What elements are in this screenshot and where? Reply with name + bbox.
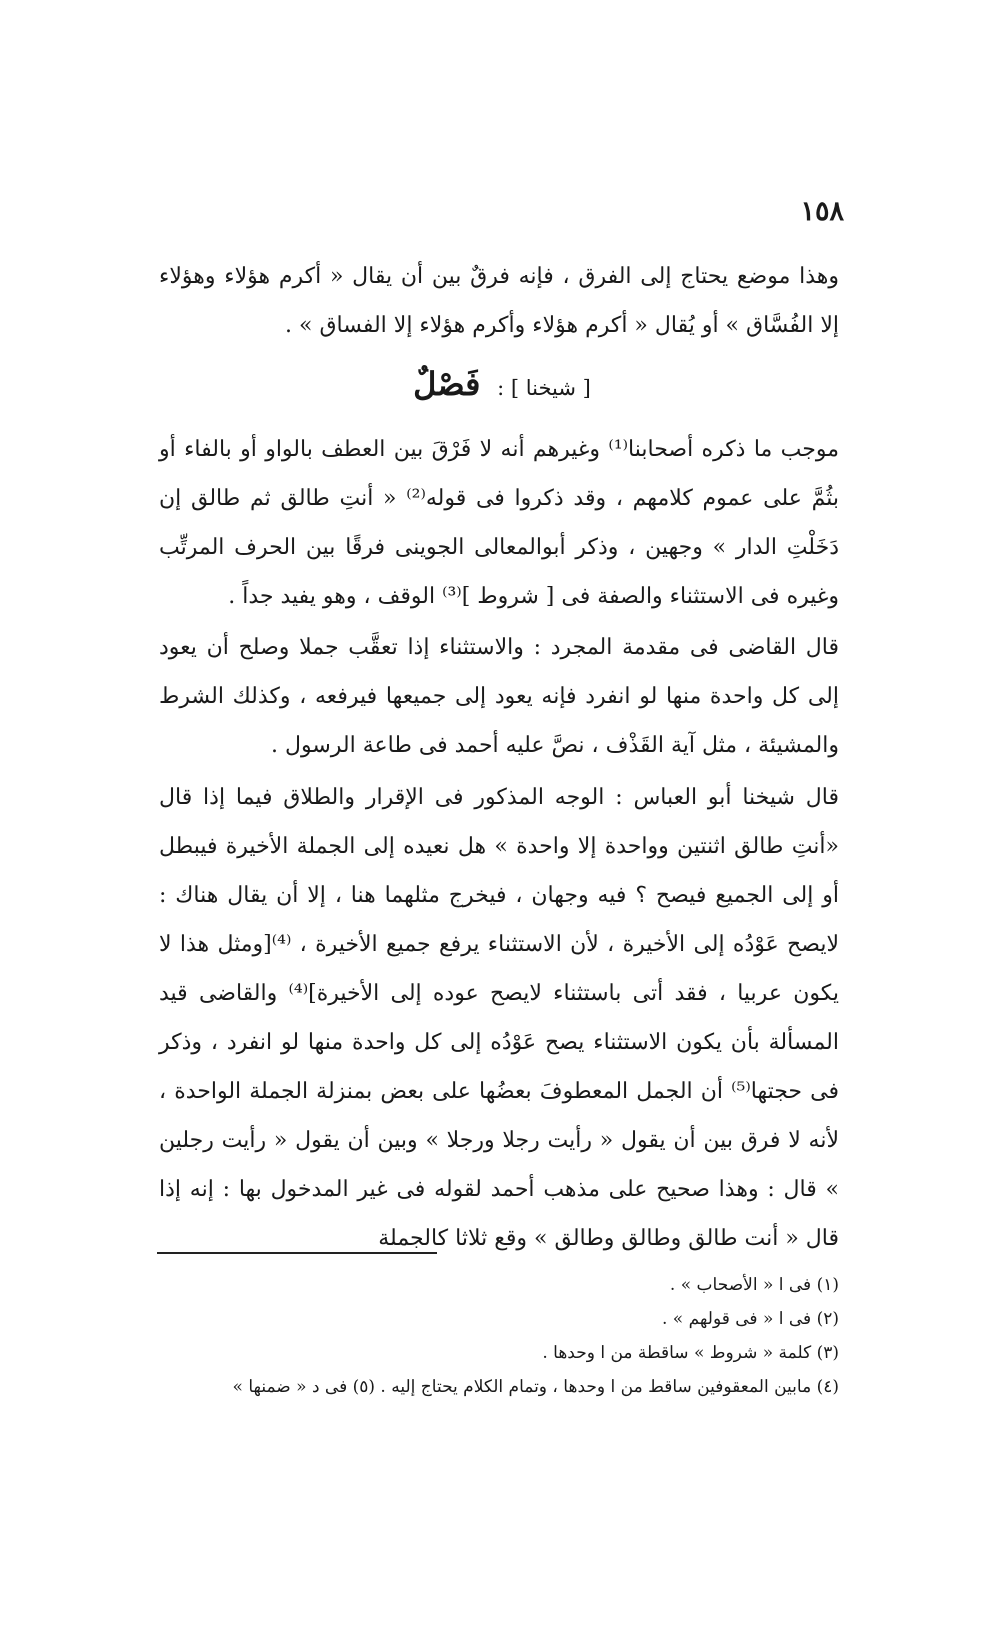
footnote-1: (١) فى ا « الأصحاب » .: [669, 1275, 839, 1295]
body-paragraph-2: [159, 623, 839, 770]
page-number: ١٥٨: [800, 196, 844, 227]
body-paragraph-1: [159, 425, 839, 621]
footnotes: [159, 1268, 839, 1404]
heading-fasl: فَصْلٌ: [413, 365, 481, 403]
footnote-2: (٢) فى ا « فى قولهم » .: [662, 1309, 839, 1329]
paragraph-text: قال القاضى فى مقدمة المجرد : والاستثناء إذا تعقَّب جملا وصلح أن يعود إلى كل واحدة منها لو انفرد فإنه يعود إلى جميعها فيرفعه ، وكذلك الشرط والمشيئة ، مثل آية القَذْف ، نصَّ عليه أحمد فى طاعة الرسول .: [159, 635, 839, 758]
intro-text: وهذا موضع يحتاج إلى الفرق ، فإنه فرقٌ بين أن يقال « أكرم هؤلاء وهؤلاء إلا الفُسَّاق » أو يُقال « أكرم هؤلاء وأكرم هؤلاء إلا الفساق » .: [159, 264, 839, 338]
paragraph-text: قال شيخنا أبو العباس : الوجه المذكور فى الإقرار والطلاق فيما إذا قال «أنتِ طالق اثنتين وواحدة إلا واحدة » هل نعيده إلى الجملة الأخيرة فيبطل أو إلى الجميع فيصح ؟ فيه وجهان ، فيخرج مثلهما هنا ، إلا أن يقال هناك : لايصح عَوْدُه إلى الأخيرة ، لأن الاستثناء يرفع جميع الأخيرة ، ⁽⁴⁾[ومثل هذا لا يكون عربيا ، فقد أتى باستثناء لايصح عوده إلى الأخيرة]⁽⁴⁾ والقاضى قيد المسألة بأن يكون الاستثناء يصح عَوْدُه إلى كل واحدة منها لو انفرد ، وذكر فى حجتها⁽⁵⁾ أن الجمل المعطوفَ بعضُها على بعض بمنزلة الجملة الواحدة ، لأنه لا فرق بين أن يقول « رأيت رجلا ورجلا » وبين أن يقول « رأيت رجلين » قال : وهذا صحيح على مذهب أحمد لقوله فى غير المدخول بها : إنه إذا قال « أنت طالق وطالق وطالق » وقع ثلاثا كالجملة: [159, 785, 839, 1251]
section-heading: [0, 365, 1004, 403]
footnote-4: (٤) مابين المعقوفين ساقط من ا وحدها ، وتمام الكلام يحتاج إليه . (٥) فى د « ضمنها »: [232, 1377, 839, 1397]
intro-paragraph: [159, 252, 839, 350]
footnote-divider: [157, 1252, 437, 1254]
body-paragraph-3: [159, 773, 839, 1263]
paragraph-text: موجب ما ذكره أصحابنا⁽¹⁾ وغيرهم أنه لا فَرْقَ بين العطف بالواو أو بالفاء أو بثُمَّ على عموم كلامهم ، وقد ذكروا فى قوله⁽²⁾ « أنتِ طالق ثم طالق إن دَخَلْتِ الدار » وجهين ، وذكر أبوالمعالى الجوينى فرقًا بين الحرف المرتِّب وغيره فى الاستثناء والصفة فى [ شروط ]⁽³⁾ الوقف ، وهو يفيد جداً .: [159, 437, 839, 609]
footnote-3: (٣) كلمة « شروط » ساقطة من ا وحدها .: [542, 1343, 839, 1363]
heading-sheikh: [ شيخنا ] :: [497, 376, 591, 400]
